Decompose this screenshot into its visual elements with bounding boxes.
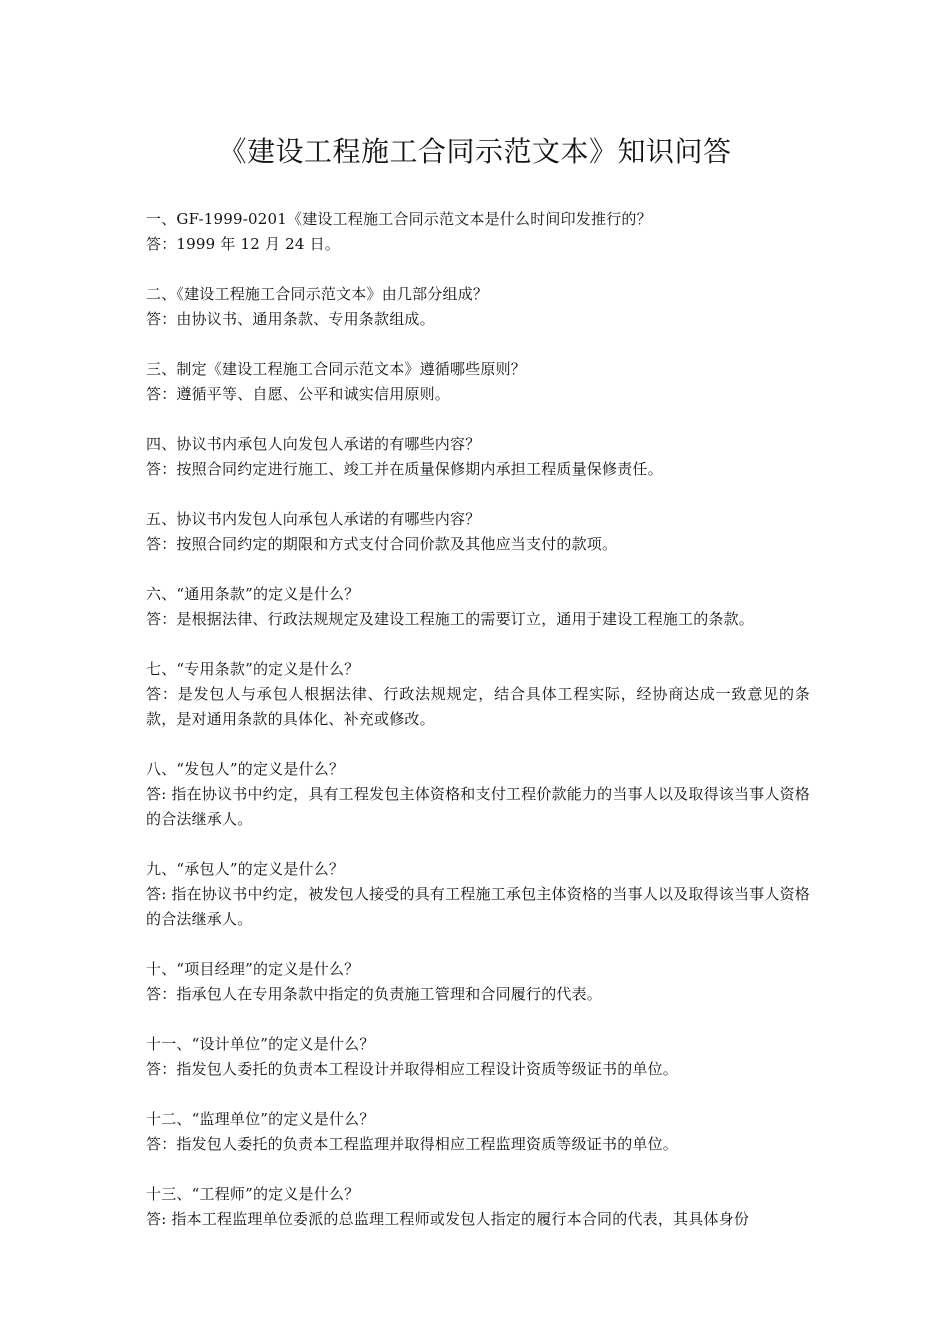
answer-text: 答: 指本工程监理单位委派的总监理工程师或发包人指定的履行本合同的代表，其具体身份: [146, 1210, 750, 1228]
answer-text: 答：指发包人委托的负责本工程设计并取得相应工程设计资质等级证书的单位。: [146, 1060, 679, 1078]
question-text: 九、“承包人”的定义是什么？: [146, 860, 345, 878]
qa-item: [146, 1107, 810, 1157]
question-text: 七、“专用条款”的定义是什么？: [146, 660, 360, 678]
question-text: 十三、“工程师”的定义是什么？: [146, 1185, 360, 1203]
question-text: 八、“发包人”的定义是什么？: [146, 760, 345, 778]
answer-text: 答：按照合同约定进行施工、竣工并在质量保修期内承担工程质量保修责任。: [146, 460, 663, 478]
answer-text: 答：指发包人委托的负责本工程监理并取得相应工程监理资质等级证书的单位。: [146, 1135, 679, 1153]
answer-text: 答：是根据法律、行政法规规定及建设工程施工的需要订立，通用于建设工程施工的条款。: [146, 610, 755, 628]
answer-text: 答：由协议书、通用条款、专用条款组成。: [146, 310, 435, 328]
question-text: 三、制定《建设工程施工合同示范文本》遵循哪些原则？: [146, 360, 527, 378]
question-text: 十二、“监理单位”的定义是什么？: [146, 1110, 375, 1128]
question-text: 十、“项目经理”的定义是什么？: [146, 960, 360, 978]
answer-text: 答：是发包人与承包人根据法律、行政法规规定，结合具体工程实际，经协商达成一致意见的条款，是对通用条款的具体化、补充或修改。: [146, 685, 810, 728]
qa-item: [146, 1032, 810, 1082]
qa-item: [146, 507, 810, 557]
question-text: 四、协议书内承包人向发包人承诺的有哪些内容？: [146, 435, 481, 453]
qa-item: [146, 432, 810, 482]
answer-text: 答：指承包人在专用条款中指定的负责施工管理和合同履行的代表。: [146, 985, 603, 1003]
qa-item: [146, 1182, 810, 1232]
answer-text: 答：1999 年 12 月 24 日。: [146, 235, 340, 253]
document-title: 《建设工程施工合同示范文本》知识问答: [218, 135, 732, 168]
answer-text: 答：按照合同约定的期限和方式支付合同价款及其他应当支付的款项。: [146, 535, 618, 553]
qa-item: [146, 357, 810, 407]
question-text: 一、GF-1999-0201《建设工程施工合同示范文本是什么时间印发推行的？: [146, 210, 652, 228]
qa-item: [146, 857, 810, 932]
qa-item: [146, 282, 810, 332]
qa-list: [146, 207, 810, 1257]
answer-text: 答：遵循平等、自愿、公平和诚实信用原则。: [146, 385, 451, 403]
qa-item: [146, 957, 810, 1007]
qa-item: [146, 757, 810, 832]
question-text: 二、《建设工程施工合同示范文本》由几部分组成？: [146, 285, 489, 303]
qa-item: [146, 582, 810, 632]
question-text: 十一、“设计单位”的定义是什么？: [146, 1035, 375, 1053]
answer-text: 答: 指在协议书中约定，被发包人接受的具有工程施工承包主体资格的当事人以及取得该当事人资格的合法继承人。: [146, 885, 810, 928]
question-text: 六、“通用条款”的定义是什么？: [146, 585, 360, 603]
qa-item: [146, 657, 810, 732]
answer-text: 答: 指在协议书中约定，具有工程发包主体资格和支付工程价款能力的当事人以及取得该当事人资格的合法继承人。: [146, 785, 810, 828]
qa-item: [146, 207, 810, 257]
question-text: 五、协议书内发包人向承包人承诺的有哪些内容？: [146, 510, 481, 528]
